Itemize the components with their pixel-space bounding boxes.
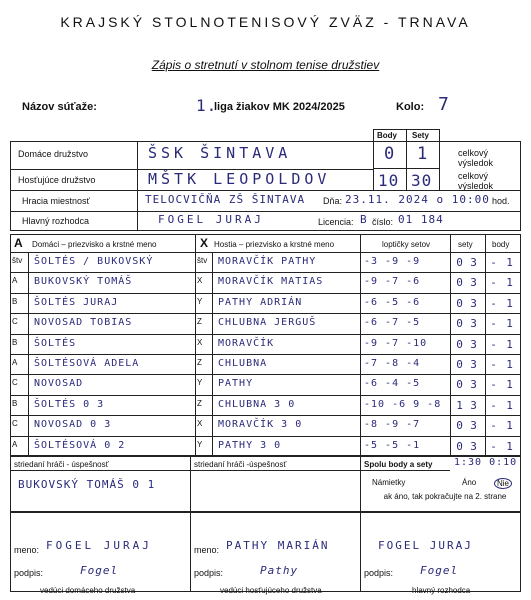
row-points-home: - [490,296,498,310]
home-sety: 1 [417,144,429,164]
row-home-player: NOVOSAD [34,378,84,390]
row-home-player: ŠOLTÉSOVÁ 0 2 [34,439,126,451]
row-code: B [12,296,18,306]
row-points-away: 1 [506,256,514,269]
row-points-home: - [490,317,498,331]
row-code2: X [197,337,203,347]
home-role: vedúci domáceho družstva [40,586,136,595]
row-away-player: MORAVČÍK 3 0 [218,419,303,431]
row-sets-away: 3 [470,398,478,412]
row-code: C [12,378,18,388]
row-points-away: 1 [506,337,514,351]
row-home-player: ŠOLTÉS 0 3 [34,398,105,410]
competition-label: Názov súťaže: [22,101,97,113]
referee-label: Hlavný rozhodca [22,216,90,226]
notes-label: Námietky [372,478,406,487]
row-points-away: 1 [506,317,514,331]
row-points-home: - [490,276,498,290]
away-podpis-label: podpis: [194,568,224,578]
home-meno-label: meno: [14,545,40,555]
venue-label: Hracia miestnosť [22,196,90,206]
home-body: 0 [384,144,396,164]
row-home-player: NOVOSAD TOBIAS [34,317,133,329]
row-away-player: MORAVČÍK PATHY [218,256,317,267]
row-code: C [12,419,18,429]
body-col-header: body [492,240,510,249]
row-away-player: PATHY [218,378,254,390]
row-code2: Y [197,439,203,449]
venue-value: TELOCVIČŇA ZŠ ŠINTAVA [145,193,306,206]
row-sets-away: 3 [470,378,478,392]
row-sets-home: 0 [456,337,464,351]
round-label: Kolo: [396,101,425,113]
row-points-home: - [490,256,498,269]
row-points-home: - [490,439,498,453]
sets-col-header: loptičky setov [382,240,431,249]
round-value: 7 [438,94,450,115]
away-sety: 30 [411,171,433,190]
notes-ano: Áno [462,478,477,487]
home-col-header: Domáci – priezvisko a krstné meno [32,240,157,249]
row-away-player: PATHY ADRIÁN [218,296,303,308]
row-code: C [12,317,18,327]
total-value: 1:30 0:10 [454,457,518,468]
total-label: Spolu body a sety [364,460,433,469]
row-sets-home: 0 [456,419,464,433]
away-team-label: Hosťujúce družstvo [18,175,96,185]
row-points-away: 1 [506,378,514,392]
row-points-home: - [490,337,498,351]
away-meno: PATHY MARIÁN [226,539,330,552]
row-sets-away: 3 [470,439,478,453]
row-code2: Z [197,358,202,367]
row-away-player: PATHY 3 0 [218,439,282,451]
col-a-header: A [14,236,23,250]
cislo-label: číslo: [372,217,394,227]
row-sets-home: 0 [456,317,464,331]
row-code: A [12,439,18,449]
row-sets-home: 0 [456,358,464,371]
row-code2: X [197,419,203,429]
date-label: Dňa: [323,196,343,206]
row-points-away: 1 [506,419,514,433]
row-away-player: CHLUBNA [218,358,268,369]
row-sets-home: 0 [456,378,464,392]
row-code2: Z [197,398,202,408]
document-subtitle: Zápis o stretnutí v stolnom tenise družstiev [151,58,380,72]
ref-role: hlavný rozhodca [412,586,471,595]
row-points-away: 1 [506,358,514,371]
row-sets-away: 3 [470,276,478,290]
row-sets-away: 3 [470,256,478,269]
row-away-player: MORAVČÍK [218,337,275,349]
row-set-scores: -9 -7 -6 [364,276,421,288]
row-code: A [12,276,18,286]
hod-label: hod. [492,196,510,206]
row-set-scores: -3 -9 -9 [364,256,421,267]
row-points-home: - [490,398,498,412]
licence-label: Licencia: [318,217,354,227]
row-code: B [12,337,18,347]
row-sets-home: 0 [456,439,464,453]
row-sets-away: 3 [470,419,478,433]
row-set-scores: -10 -6 9 -8 [364,398,442,410]
notes-nie: Nie [494,478,512,489]
date-value: 23.11. 2024 o 10:00 [345,193,490,206]
home-meno: FOGEL JURAJ [46,539,152,552]
row-points-away: 1 [506,439,514,453]
sety-col-header: sety [458,240,473,249]
ref-podpis-label: podpis: [364,568,394,578]
row-set-scores: -6 -7 -5 [364,317,421,329]
home-total-label: celkový výsledok [458,148,494,168]
row-sets-away: 3 [470,317,478,331]
licence-value: B [360,213,368,226]
away-subs-label: striedaní hráči -úspešnosť [194,460,287,469]
away-role: vedúci hosťujúceho družstva [220,586,322,595]
document-title: KRAJSKÝ STOLNOTENISOVÝ ZVÄZ - TRNAVA [60,14,471,30]
row-points-home: - [490,419,498,433]
row-code2: štv [197,256,208,265]
row-sets-home: 0 [456,296,464,310]
row-set-scores: -6 -4 -5 [364,378,421,390]
row-set-scores: -5 -5 -1 [364,439,421,451]
signature-box [10,512,521,592]
home-signature: Fogel [80,564,119,577]
row-set-scores: -6 -5 -6 [364,296,421,308]
competition-value: liga žiakov MK 2024/2025 [214,101,345,113]
row-home-player: ŠOLTÉS / BUKOVSKÝ [34,256,154,267]
cislo-value: 01 184 [398,213,444,226]
away-meno-label: meno: [194,545,220,555]
notes-text: ak áno, tak pokračujte na 2. strane [383,492,507,501]
row-points-home: - [490,378,498,392]
home-podpis-label: podpis: [14,568,44,578]
competition-prefix: 1. [196,96,218,115]
row-code2: Y [197,296,203,306]
row-code2: X [197,276,203,286]
row-points-away: 1 [506,296,514,310]
row-home-player: BUKOVSKÝ TOMÁŠ [34,276,133,288]
sety-header: Sety [412,131,429,140]
row-home-player: NOVOSAD 0 3 [34,419,112,431]
row-points-home: - [490,358,498,371]
away-total-label: celkový výsledok [458,171,494,191]
row-set-scores: -7 -8 -4 [364,358,421,369]
row-code2: Y [197,378,203,388]
row-home-player: ŠOLTÉSOVÁ ADELA [34,358,140,369]
row-points-away: 1 [506,276,514,290]
row-sets-home: 0 [456,276,464,290]
body-header: Body [377,131,397,140]
row-away-player: MORAVČÍK MATIAS [218,276,324,288]
row-sets-away: 3 [470,337,478,351]
row-code: A [12,358,18,367]
away-signature: Pathy [260,564,299,577]
away-team-name: MŠTK LEOPOLDOV [148,170,331,188]
ref-meno: FOGEL JURAJ [378,539,473,552]
row-code2: Z [197,317,202,327]
row-home-player: ŠOLTÉS JURAJ [34,296,119,308]
referee-value: FOGEL JURAJ [158,213,264,226]
row-set-scores: -9 -7 -10 [364,337,428,349]
home-team-label: Domáce družstvo [18,149,89,159]
row-set-scores: -8 -9 -7 [364,419,421,431]
home-team-name: ŠSK ŠINTAVA [148,144,292,162]
row-away-player: CHLUBNA JERGUŠ [218,317,317,329]
row-sets-home: 1 [456,398,464,412]
ref-signature: Fogel [420,564,459,577]
away-col-header: Hostia – priezvisko a krstné meno [214,240,335,249]
home-sub-player: BUKOVSKÝ TOMÁŠ 0 1 [18,478,156,491]
row-code: štv [12,256,23,265]
row-away-player: CHLUBNA 3 0 [218,398,296,410]
row-sets-away: 3 [470,358,478,371]
row-home-player: ŠOLTÉS [34,337,77,349]
col-x-header: X [200,236,209,250]
row-sets-home: 0 [456,256,464,269]
row-code: B [12,398,18,408]
row-points-away: 1 [506,398,514,412]
home-subs-label: striedaní hráči - úspešnosť [14,460,109,469]
row-sets-away: 3 [470,296,478,310]
away-body: 10 [378,171,400,190]
